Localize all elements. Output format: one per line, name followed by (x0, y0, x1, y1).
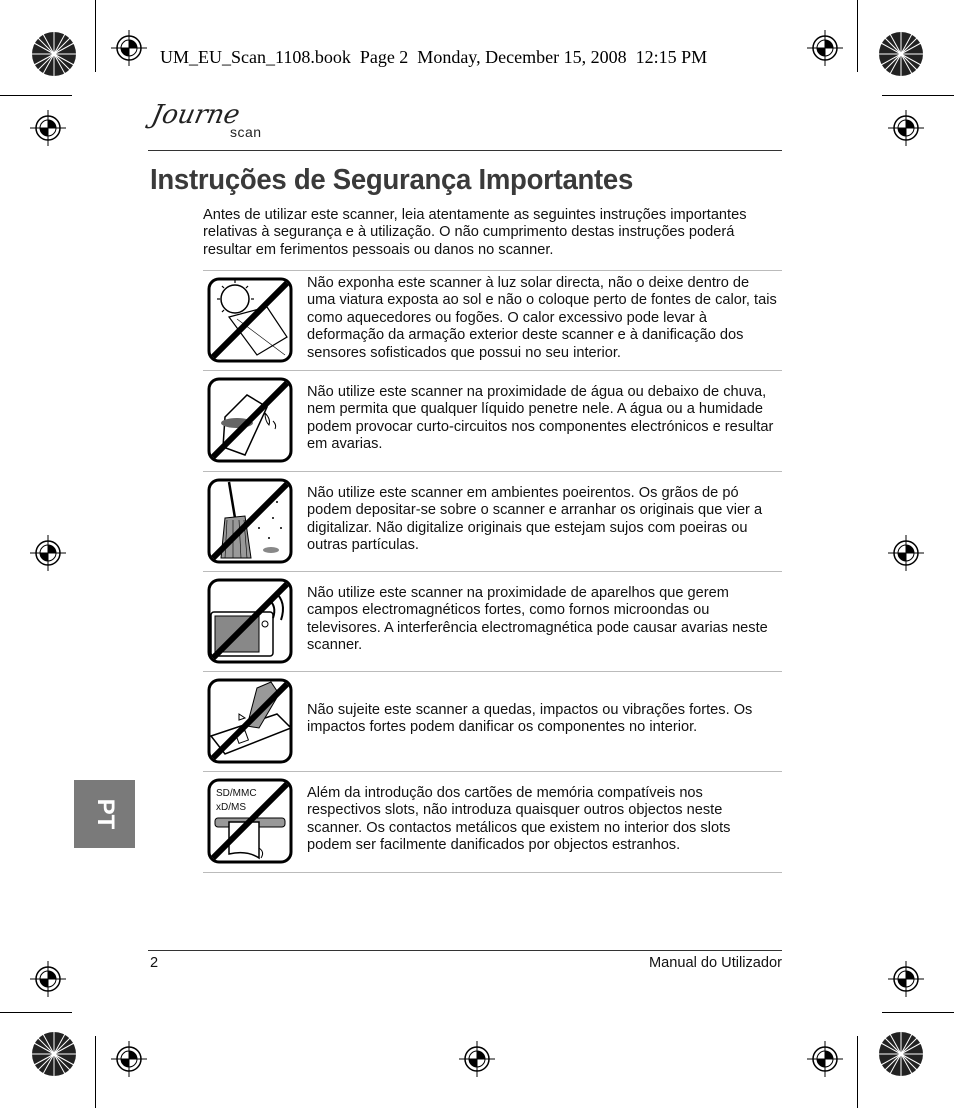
starburst-mark-icon (878, 1031, 924, 1077)
logo-script: Journe (148, 100, 243, 130)
page-title: Instruções de Segurança Importantes (150, 164, 634, 196)
safety-item-text: Não utilize este scanner na proximidade de aparelhos que gerem campos electromagnéticos fortes, como fornos microondas ou televisores. A interferência electromagnética pode causar avarias neste scanner. (307, 585, 768, 654)
language-tab (74, 780, 135, 848)
manual-title: Manual do Utilizador (648, 955, 782, 971)
safety-item-text: Não utilize este scanner em ambientes poeirentos. Os grãos de pó podem depositar-se sobre o scanner e arranhar os originais que vier a digitalizar. Não digitalize originais que estejam sujos com poeiras ou outras partículas. (307, 485, 763, 554)
print-header: UM_EU_Scan_1108.book Page 2 Monday, December 15, 2008 12:15 PM (160, 47, 708, 67)
crop-mark (882, 95, 954, 96)
logo-word: scan (230, 124, 262, 140)
starburst-mark-icon (31, 1031, 77, 1077)
registration-mark-icon (807, 1041, 843, 1077)
crop-mark (0, 1012, 72, 1013)
no-dust-icon (207, 478, 293, 564)
card-slot-label: SD/MMC (216, 788, 257, 799)
crop-mark (857, 1036, 858, 1108)
safety-item-text: Não sujeite este scanner a quedas, impactos ou vibrações fortes. Os impactos fortes podem danificar os componentes no interior. (307, 702, 753, 736)
registration-mark-icon (111, 1041, 147, 1077)
registration-mark-icon (111, 30, 147, 66)
intro-paragraph: Antes de utilizar este scanner, leia atentamente as seguintes instruções importantes relativas à segurança e à utilização. O não cumprimento destas instruções poderá resultar em ferimentos pessoais ou danos no scanner. (203, 207, 747, 258)
registration-mark-icon (888, 961, 924, 997)
safety-item-text: Não utilize este scanner na proximidade de água ou debaixo de chuva, nem permita que qualquer líquido penetre nele. A água ou a humidade podem provocar curto-circuitos nos componentes electrónicos e resultar em avarias. (307, 384, 774, 453)
registration-mark-icon (30, 110, 66, 146)
no-water-icon (207, 377, 293, 463)
safety-item-text: Não exponha este scanner à luz solar directa, não o deixe dentro de uma viatura exposta ao sol e não o coloque perto de fontes de calor, tais como aquecedores ou fogões. O calor excessivo pode levar à deformação da armação exterior deste scanner e à danificação dos sensores sofisticados que possui no seu interior. (307, 275, 777, 361)
footer-rule (148, 950, 782, 951)
safety-item (203, 370, 782, 471)
safety-item (203, 270, 782, 371)
safety-item (203, 471, 782, 572)
card-slot-label: xD/MS (216, 802, 246, 813)
registration-mark-icon (30, 535, 66, 571)
registration-mark-icon (888, 535, 924, 571)
no-impact-icon (207, 678, 293, 764)
registration-mark-icon (30, 961, 66, 997)
page-number: 2 (150, 955, 159, 971)
crop-mark (95, 1036, 96, 1108)
safety-item (203, 571, 782, 672)
journe-scan-logo (148, 100, 288, 152)
no-sunlight-heat-icon (207, 277, 293, 363)
no-foreign-objects-icon (207, 778, 293, 864)
starburst-mark-icon (878, 31, 924, 77)
crop-mark (882, 1012, 954, 1013)
registration-mark-icon (459, 1041, 495, 1077)
header-rule (148, 150, 782, 151)
crop-mark (0, 95, 72, 96)
language-tab-label: PT (91, 798, 119, 830)
no-electromagnetic-icon (207, 578, 293, 664)
safety-item (203, 671, 782, 772)
registration-mark-icon (807, 30, 843, 66)
safety-item-text: Além da introdução dos cartões de memória compatíveis nos respectivos slots, não introduza quaisquer outros objectos neste scanner. Os contactos metálicos que existem no interior dos slots podem ser facilmente danificados por objectos estranhos. (307, 785, 731, 854)
registration-mark-icon (888, 110, 924, 146)
safety-item (203, 771, 782, 873)
crop-mark (857, 0, 858, 72)
crop-mark (95, 0, 96, 72)
starburst-mark-icon (31, 31, 77, 77)
